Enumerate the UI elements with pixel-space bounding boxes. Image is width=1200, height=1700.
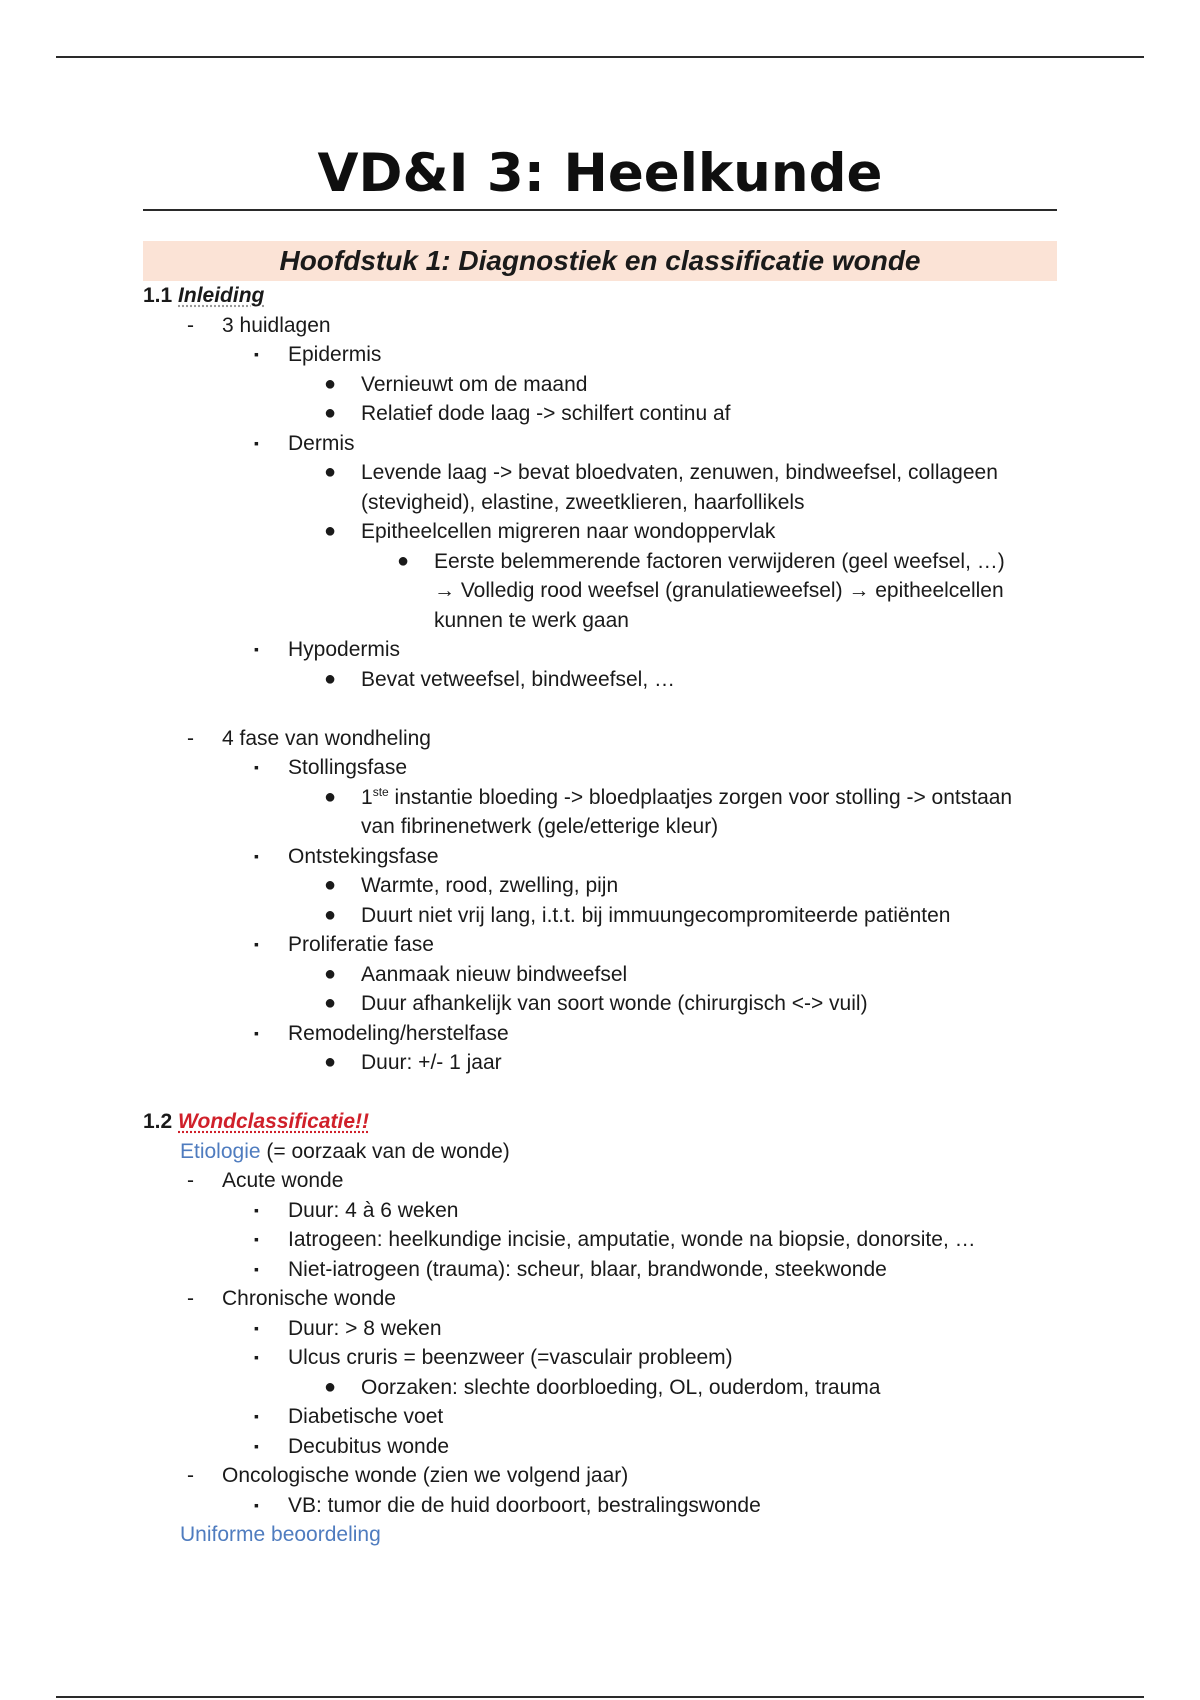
- section-heading-inleiding: [0, 281, 1200, 311]
- list-item-text: Levende laag -> bevat bloedvaten, zenuwen, bindweefsel, collageen: [361, 461, 998, 484]
- document-title: VD&I 3: Heelkunde: [317, 143, 883, 204]
- subheading-etiologie: [0, 1137, 1200, 1167]
- dot-bullet-icon: ●: [324, 402, 337, 424]
- list-item: [0, 1255, 1200, 1285]
- list-item: [0, 1196, 1200, 1226]
- list-item-text: Remodeling/herstelfase: [288, 1021, 509, 1045]
- list-item-text: Diabetische voet: [288, 1405, 444, 1428]
- dot-bullet-icon: ●: [324, 1375, 337, 1398]
- list-item: [0, 1373, 1200, 1403]
- list-item: [0, 871, 1200, 901]
- list-item-text: (stevigheid), elastine, zweetklieren, haarfollikels: [361, 490, 805, 514]
- list-item: [0, 753, 1200, 783]
- list-item-text: Decubitus wonde: [288, 1434, 450, 1458]
- subheading-uniforme-beoordeling: [0, 1520, 1200, 1550]
- dot-bullet-icon: ●: [324, 461, 337, 483]
- list-item: [0, 1284, 1200, 1314]
- list-item: [0, 517, 1200, 547]
- uniforme-beoordeling-label: Uniforme beoordeling: [180, 1523, 381, 1546]
- list-item: [0, 311, 1200, 341]
- dash-bullet-icon: -: [187, 726, 194, 750]
- list-item-text: Hypodermis: [288, 638, 401, 661]
- list-item-text: VB: tumor die de huid doorboort, bestralingswonde: [288, 1493, 761, 1517]
- list-item-text: Duur: +/- 1 jaar: [361, 1051, 502, 1074]
- superscript: ste: [372, 784, 389, 799]
- list-item-continuation: [0, 812, 1200, 842]
- list-item-text: Ulcus cruris = beenzweer (=vasculair probleem): [288, 1346, 733, 1369]
- list-item-text: Duur: 4 à 6 weken: [288, 1198, 459, 1222]
- list-item: [0, 783, 1200, 813]
- square-bullet-icon: ▪: [254, 1024, 259, 1041]
- list-item-text: Iatrogeen: heelkundige incisie, amputatie, wonde na biopsie, donorsite, …: [288, 1228, 976, 1251]
- list-item: [0, 1432, 1200, 1462]
- list-item-text: Eerste belemmerende factoren verwijderen (geel weefsel, …): [434, 549, 1005, 573]
- list-item: [0, 547, 1200, 577]
- list-item-text: Duur afhankelijk van soort wonde (chirurgisch <-> vuil): [361, 992, 868, 1015]
- dot-bullet-icon: ●: [324, 992, 337, 1014]
- square-bullet-icon: ▪: [254, 1201, 259, 1218]
- dot-bullet-icon: ●: [324, 874, 337, 896]
- square-bullet-icon: ▪: [254, 847, 259, 864]
- etiologie-description: (= oorzaak van de wonde): [260, 1139, 510, 1163]
- list-item: [0, 1166, 1200, 1196]
- list-item-text: Chronische wonde: [222, 1287, 396, 1310]
- title-underline: [143, 209, 1057, 211]
- list-item: [0, 1343, 1200, 1373]
- square-bullet-icon: ▪: [254, 1437, 259, 1454]
- etiologie-label: Etiologie: [180, 1139, 261, 1163]
- list-item-text: 4 fase van wondheling: [222, 726, 431, 750]
- list-item-text: Aanmaak nieuw bindweefsel: [361, 962, 628, 986]
- list-item-text: kunnen te werk gaan: [434, 608, 629, 632]
- list-item-text: Dermis: [288, 431, 355, 455]
- list-item: [0, 1314, 1200, 1344]
- list-item: [0, 635, 1200, 665]
- list-item-continuation: [0, 576, 1200, 606]
- section-heading-wondclassificatie: [0, 1107, 1200, 1137]
- dash-bullet-icon: -: [187, 1287, 194, 1310]
- list-item-text: Relatief dode laag -> schilfert continu af: [361, 402, 731, 425]
- list-item-text: van fibrinenetwerk (gele/etterige kleur): [361, 815, 719, 838]
- spacer: [0, 1078, 1200, 1108]
- list-item: [0, 724, 1200, 754]
- dot-bullet-icon: ●: [324, 520, 337, 542]
- square-bullet-icon: ▪: [254, 1260, 259, 1277]
- list-item-text: instantie bloeding -> bloedplaatjes zorgen voor stolling -> ontstaan: [388, 785, 1013, 809]
- list-item: [0, 399, 1200, 429]
- dot-bullet-icon: ●: [324, 785, 337, 808]
- page-top-rule: [56, 56, 1144, 58]
- dot-bullet-icon: ●: [324, 667, 337, 690]
- square-bullet-icon: ▪: [254, 1349, 259, 1365]
- list-item-text: Duur: > 8 weken: [288, 1316, 442, 1340]
- section-number: 1.1: [143, 284, 173, 307]
- square-bullet-icon: ▪: [254, 434, 259, 451]
- list-item-text: Ontstekingsfase: [288, 844, 439, 868]
- square-bullet-icon: ▪: [254, 1231, 259, 1247]
- list-item-text: Stollingsfase: [288, 756, 408, 779]
- spacer: [0, 694, 1200, 724]
- page-bottom-rule: [56, 1696, 1144, 1698]
- list-item-text: Oorzaken: slechte doorbloeding, OL, ouderdom, trauma: [361, 1375, 881, 1399]
- list-item-text: Acute wonde: [222, 1169, 344, 1192]
- list-item-text: 3 huidlagen: [222, 313, 331, 337]
- list-item: [0, 429, 1200, 459]
- list-item-text: → Volledig rood weefsel (granulatieweefsel) → epitheelcellen: [434, 579, 1004, 602]
- section-title: Wondclassificatie!!: [178, 1110, 370, 1133]
- square-bullet-icon: ▪: [254, 936, 259, 952]
- list-item-text: Proliferatie fase: [288, 933, 434, 956]
- chapter-heading: Hoofdstuk 1: Diagnostiek en classificatie wonde: [143, 241, 1057, 281]
- list-item: [0, 1402, 1200, 1432]
- list-item-text: Bevat vetweefsel, bindweefsel, …: [361, 667, 675, 691]
- list-item: [0, 340, 1200, 370]
- list-item: [0, 960, 1200, 990]
- list-item: [0, 665, 1200, 695]
- dot-bullet-icon: ●: [397, 549, 410, 572]
- dash-bullet-icon: -: [187, 1464, 194, 1487]
- list-item: [0, 1491, 1200, 1521]
- dot-bullet-icon: ●: [324, 1051, 337, 1073]
- list-item-text-number: 1: [361, 785, 373, 809]
- list-item-text: Oncologische wonde (zien we volgend jaar): [222, 1464, 629, 1487]
- dot-bullet-icon: ●: [324, 903, 337, 926]
- dot-bullet-icon: ●: [324, 962, 337, 985]
- list-item-continuation: [0, 606, 1200, 636]
- list-item-text: Duurt niet vrij lang, i.t.t. bij immuungecompromiteerde patiënten: [361, 903, 951, 927]
- list-item: [0, 370, 1200, 400]
- square-bullet-icon: ▪: [254, 1319, 259, 1336]
- list-item-continuation: [0, 488, 1200, 518]
- list-item: [0, 930, 1200, 960]
- list-item: [0, 842, 1200, 872]
- section-number: 1.2: [143, 1110, 173, 1133]
- list-item-text: Niet-iatrogeen (trauma): scheur, blaar, brandwonde, steekwonde: [288, 1257, 887, 1281]
- list-item: [0, 901, 1200, 931]
- list-item: [0, 458, 1200, 488]
- list-item: [0, 1225, 1200, 1255]
- square-bullet-icon: ▪: [254, 346, 259, 362]
- dash-bullet-icon: -: [187, 313, 194, 337]
- square-bullet-icon: ▪: [254, 641, 259, 657]
- list-item: [0, 1019, 1200, 1049]
- section-title: Inleiding: [178, 284, 265, 307]
- list-item-text: Epitheelcellen migreren naar wondoppervlak: [361, 520, 776, 543]
- list-item: [0, 1461, 1200, 1491]
- list-item-text: Epidermis: [288, 343, 382, 366]
- list-item: [0, 1048, 1200, 1078]
- square-bullet-icon: ▪: [254, 759, 259, 775]
- list-item-text: Warmte, rood, zwelling, pijn: [361, 874, 619, 897]
- square-bullet-icon: ▪: [254, 1408, 259, 1424]
- document-body: [0, 281, 1200, 1550]
- list-item-text: Vernieuwt om de maand: [361, 372, 588, 396]
- dot-bullet-icon: ●: [324, 372, 337, 395]
- dash-bullet-icon: -: [187, 1169, 194, 1192]
- list-item: [0, 989, 1200, 1019]
- square-bullet-icon: ▪: [254, 1496, 259, 1513]
